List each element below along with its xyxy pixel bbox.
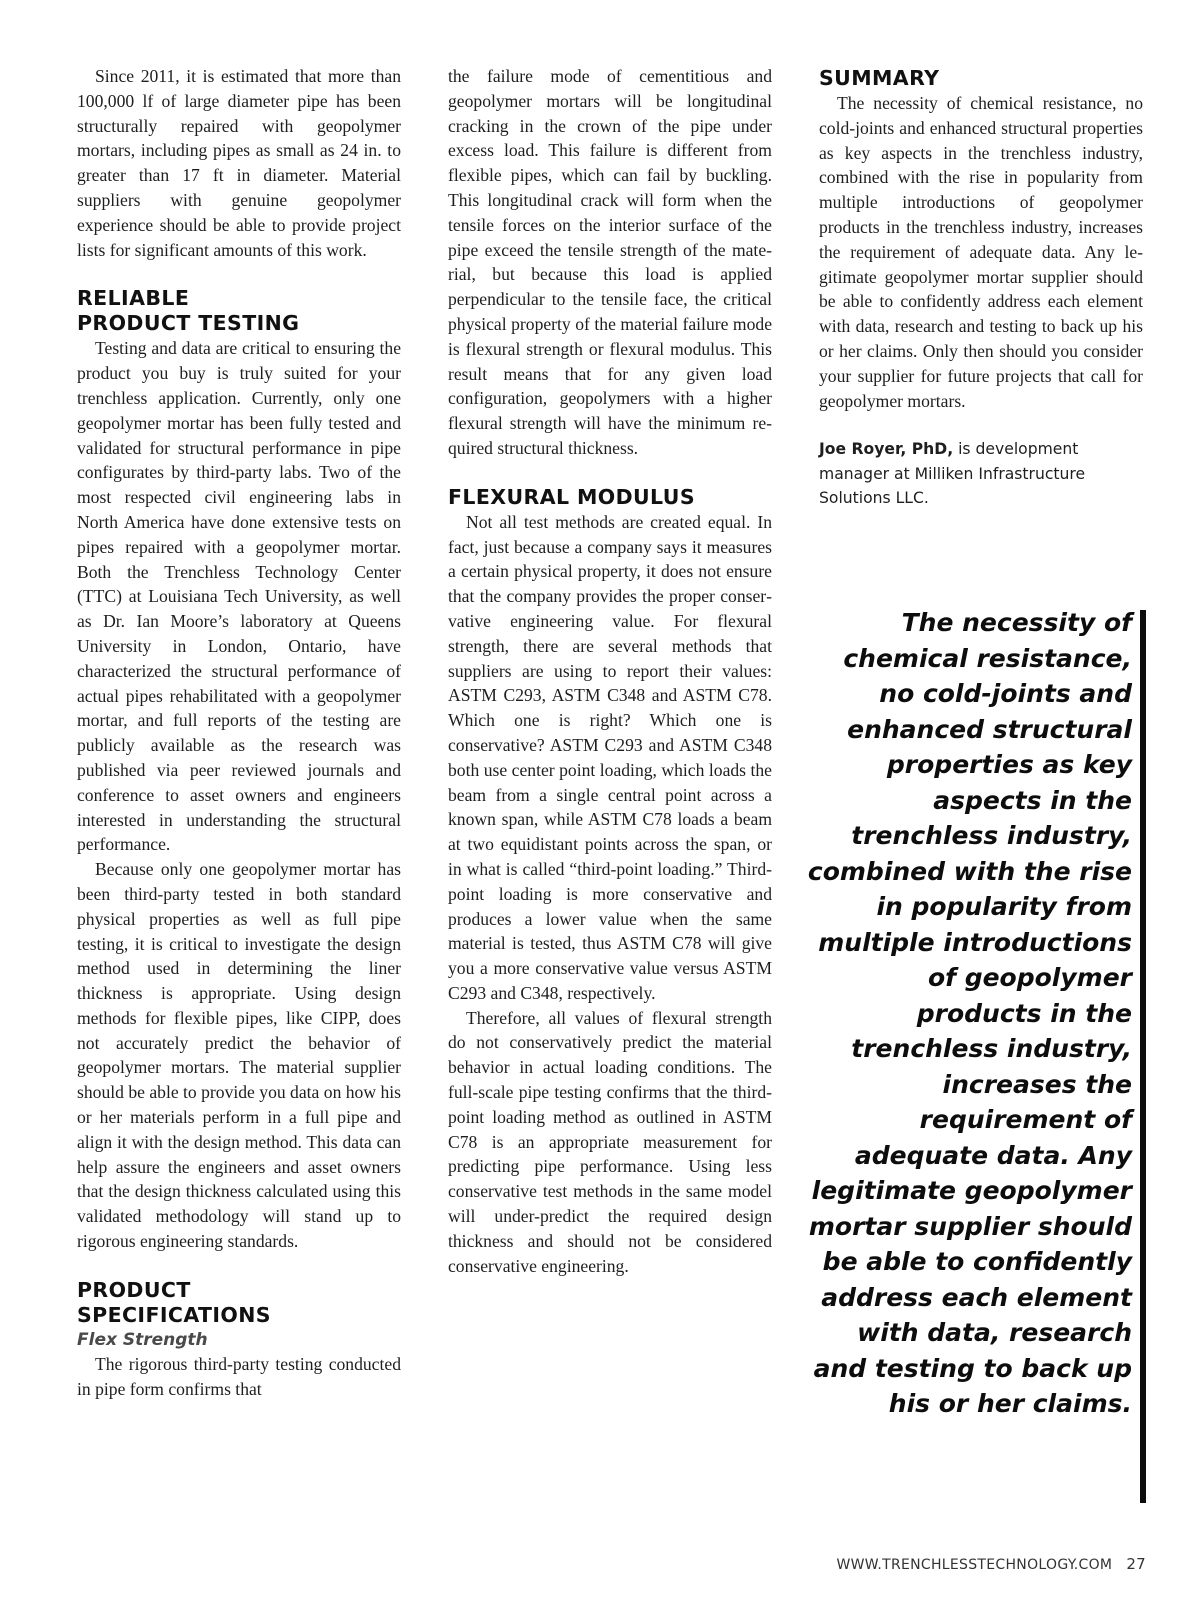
heading-line: SPECIFICATIONS: [77, 1302, 271, 1327]
pull-quote: The necessity of chemical resistance, no cold-joints and enhanced structural properties as key aspects in the trenchless industry, combined with the rise in popularity from multiple introductions of geopolymer products in the trenchless industry, increases the requirement of adequate data. Any legitimate geopolymer mortar supplier should be able to confidently address each element with data, research and testing to back up his or her claims.: [807, 608, 1132, 1418]
column-1: [77, 64, 401, 1401]
section-heading-flexural-modulus: FLEXURAL MODULUS: [448, 484, 696, 509]
column-2: [448, 64, 772, 1278]
paragraph: Testing and data are critical to ensuring the product you buy is truly suited for your trenchless application. Currently, only one geopolymer mortar has been fully tested and validated for structural performance in pipe configurates by third-party labs. Two of the most respected civil engineering labs in North America have done extensive tests on pipes repaired with a geopolymer mortar. Both the Trenchless Technology Center (TTC) at Louisiana Tech University, as well as Dr. Ian Moore’s laboratory at Queens University in London, Ontario, have characterized the structural performance of actual pipes rehabilitated with a geopolymer mortar, and full reports of the testing are publicly available as the research was published via peer reviewed journals and conference to asset owners and engineers interested in understanding the structural performance.: [77, 338, 401, 855]
subheading-flex-strength: Flex Strength: [77, 1329, 208, 1350]
heading-line: PRODUCT TESTING: [77, 311, 300, 336]
paragraph: the failure mode of cementitious and geopolymer mortars will be longitudinal cracking in the crown of the pipe under excess load. This failure is different from flexible pipes, which can fail by buckling. This longitudinal crack will form when the tensile forces on the interior surface of the pipe exceed the tensile strength of the material, but because this load is applied perpendicular to the tensile face, the critical physical property of the material failure mode is flexural strength or flexural modulus. This result means that for any given load configuration, geopolymers with a higher flexural strength will have the minimum required structural thickness.: [448, 66, 772, 458]
paragraph: Since 2011, it is estimated that more than 100,000 lf of large diameter pipe has been structurally repaired with geopolymer mortars, including pipes as small as 24 in. to greater than 17 ft in diameter. Material suppliers with genuine geopolymer experience should be able to provide project lists for significant amounts of this work.: [77, 66, 401, 260]
heading-line: PRODUCT: [77, 1277, 191, 1302]
pull-quote-bar: [1140, 610, 1146, 1503]
paragraph: Because only one geopolymer mortar has been third-party tested in both standard physical properties as well as full pipe testing, it is critical to investigate the design method used in determining the liner thickness is appropriate. Using design methods for flexible pipes, like CIPP, does not accurately predict the behavior of geopolymer mortars. The material supplier should be able to provide you data on how his or her materials perform in a full pipe and align it with the design method. This data can help assure the engineers and asset owners that the design thickness calculated using this validated methodology will stand up to rigorous engineering standards.: [77, 859, 401, 1252]
section-heading-product-specifications: [77, 1278, 401, 1328]
author-name: Joe Royer, PhD,: [819, 440, 954, 459]
page-footer: [806, 1555, 1146, 1573]
section-heading-reliable-product-testing: [77, 286, 401, 336]
paragraph: Therefore, all values of flexural strength do not conservatively predict the material behavior in actual loading conditions. The full-scale pipe testing confirms that the third-point loading method as outlined in ASTM C78 is an appropriate measurement for predicting pipe performance. Using less conservative test methods in the same model will under-predict the required design thickness and should not be considered conservative engineering.: [448, 1007, 772, 1276]
column-3: [819, 66, 1143, 511]
section-heading-summary: SUMMARY: [819, 66, 940, 90]
footer-url: WWW.TRENCHLESSTECHNOLOGY.COM: [836, 1557, 1113, 1573]
paragraph: Not all test methods are created equal. In fact, just because a company says it measures a certain physical property, it does not ensure that the company provides the proper conservative engineering value. For flexural strength, there are several methods that suppliers are using to report their values: ASTM C293, ASTM C348 and ASTM C78. Which one is right? Which one is conservative? ASTM C293 and ASTM C348 both use center point loading, which loads the beam from a single central point across a known span, while ASTM C78 loads a beam at two equidistant points across the span, or in what is called “third-point loading.” Third-point loading is more conservative and produces a lower value when the same material is tested, thus ASTM C78 will give you a more conservative value versus ASTM C293 and C348, respectively.: [448, 511, 772, 1003]
author-bio: [819, 437, 1143, 510]
page-number: 27: [1126, 1555, 1146, 1573]
paragraph: The necessity of chemical resistance, no cold-joints and enhanced structural properties as key aspects in the trenchless industry, combined with the rise in popularity from multiple introductions of geopolymer products in the trenchless industry, increases the requirement of adequate data. Any legitimate geopolymer mortar supplier should be able to confidently address each element with data, research and testing to back up his or her claims. Only then should you consider your supplier for future projects that call for geopolymer mortars.: [819, 93, 1143, 411]
paragraph: The rigorous third-party testing conducted in pipe form confirms that: [77, 1353, 401, 1399]
heading-line: RELIABLE: [77, 286, 190, 311]
author-description: is development manager at Milliken Infrastructure Solutions LLC.: [819, 440, 1086, 508]
